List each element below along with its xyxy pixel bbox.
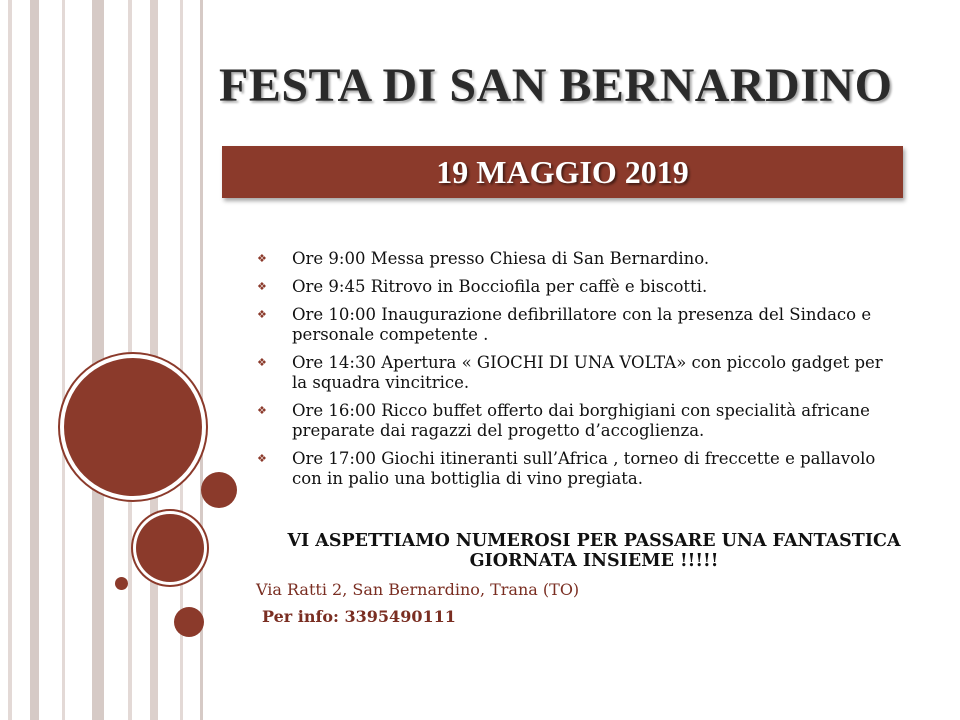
program-item: ❖ Ore 10:00 Inaugurazione defibrillatore con la presenza del Sindaco e personale competente . <box>257 305 872 344</box>
program-item: ❖ Ore 9:45 Ritrovo in Bocciofila per caffè e biscotti. <box>257 277 708 296</box>
event-date: 19 MAGGIO 2019 <box>436 154 689 190</box>
decorative-circle-small <box>174 607 204 637</box>
decorative-circle-small <box>201 472 237 508</box>
program-item: ❖ Ore 9:00 Messa presso Chiesa di San Bernardino. <box>257 249 710 268</box>
contact-info: Per info: 3395490111 <box>262 607 456 626</box>
diamond-dots-icon: ❖ <box>257 356 267 369</box>
page-title: FESTA DI SAN BERNARDINO <box>219 59 893 112</box>
closing-message: VI ASPETTIAMO NUMEROSI PER PASSARE UNA FANTASTICA GIORNATA INSIEME !!!!! <box>287 531 901 571</box>
diamond-dots-icon: ❖ <box>257 404 267 417</box>
program-item: ❖ Ore 17:00 Giochi itineranti sull’Africa , torneo di freccette e pallavolo con in palio una bottiglia di vino pregiata. <box>257 449 876 488</box>
diamond-dots-icon: ❖ <box>257 452 267 465</box>
program-item: ❖ Ore 16:00 Ricco buffet offerto dai borghigiani con specialità africane preparate dai ragazzi del progetto d’accoglienza. <box>257 401 870 440</box>
event-address: Via Ratti 2, San Bernardino, Trana (TO) <box>256 580 580 599</box>
diamond-dots-icon: ❖ <box>257 252 267 265</box>
date-banner <box>222 146 903 198</box>
decorative-circle-medium <box>136 514 204 582</box>
decorative-circle-large <box>64 358 202 496</box>
program-list <box>254 249 894 497</box>
diamond-dots-icon: ❖ <box>257 280 267 293</box>
diamond-dots-icon: ❖ <box>257 308 267 321</box>
decorative-circle-tiny <box>115 577 128 590</box>
program-item: ❖ Ore 14:30 Apertura « GIOCHI DI UNA VOLTA» con piccolo gadget per la squadra vincitrice. <box>257 353 883 392</box>
